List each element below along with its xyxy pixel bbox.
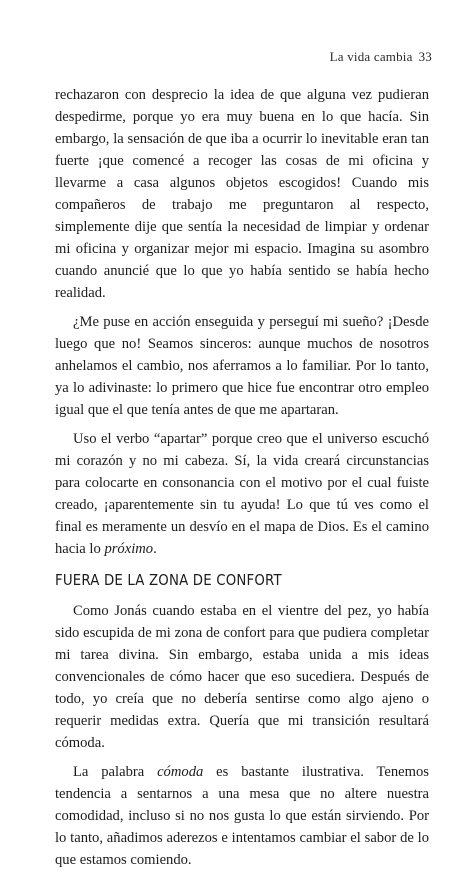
paragraph xyxy=(55,311,429,421)
paragraph-text: ¿Me puse en acción enseguida y perseguí mi sueño? ¡Desde luego que no! Seamos sinceros: aunque muchos de nosotros anhelamos el cambio, nos aferramos a lo familiar. Por lo tanto, ya lo adivinaste: lo primero que hice fue encontrar otro empleo igual que el que tenía antes de que me apartaran. xyxy=(55,314,429,418)
section-heading: FUERA DE LA ZONA DE CONFORT xyxy=(55,571,282,589)
running-head xyxy=(330,49,432,65)
body-text xyxy=(55,84,429,878)
italic-word: próximo xyxy=(104,541,154,557)
paragraph-text: Como Jonás cuando estaba en el vientre del pez, yo había sido escupida de mi zona de confort para que pudiera completar mi tarea divina. Sin embargo, estaba unida a mis ideas convencionales de cómo hacer que eso sucediera. Después de todo, yo creía que no debería sentirse como algo ajeno o requerir medidas extra. Quería que mi transición resultará cómoda. xyxy=(55,603,429,751)
paragraph xyxy=(55,84,429,304)
paragraph-text: es bastante ilustrativa. Tenemos tendencia a sentarnos a una mesa que no altere nuestra comodidad, incluso si no nos gusta lo que están sirviendo. Por lo tanto, añadimos aderezos e intentamos cambiar el sabor de lo que estamos comiendo. xyxy=(55,764,429,868)
paragraph xyxy=(55,600,429,754)
paragraph-text: La palabra xyxy=(73,764,158,780)
running-title: La vida cambia xyxy=(329,49,413,64)
paragraph-text: Uso el verbo “apartar” porque creo que el universo escuchó mi corazón y no mi cabeza. Sí, la vida creará circunstancias para colocarte en consonancia con el motivo por el cual fuiste creado, ¡aparentemente sin tu ayuda! Lo que tú ves como el final es meramente un desvío en el mapa de Dios. Es el camino hacia lo xyxy=(55,431,429,557)
paragraph xyxy=(55,428,429,560)
page-number: 33 xyxy=(418,49,432,64)
paragraph-text: rechazaron con desprecio la idea de que alguna vez pudieran despedirme, porque yo era muy buena en lo que hacía. Sin embargo, la sensación de que iba a ocurrir lo inevitable eran tan fuerte ¡que comencé a recoger las cosas de mi oficina y llevarme a casa algunos objetos escogidos! Cuando mis compañeros de trabajo me preguntaron al respecto, simplemente dije que sentía la necesidad de limpiar y ordenar mi oficina y organizar mejor mi espacio. Imagina su asombro cuando anuncié que lo que yo había sentido se había hecho realidad. xyxy=(55,87,429,301)
paragraph xyxy=(55,761,429,871)
paragraph-text: . xyxy=(153,541,157,557)
italic-word: cómoda xyxy=(157,764,204,780)
